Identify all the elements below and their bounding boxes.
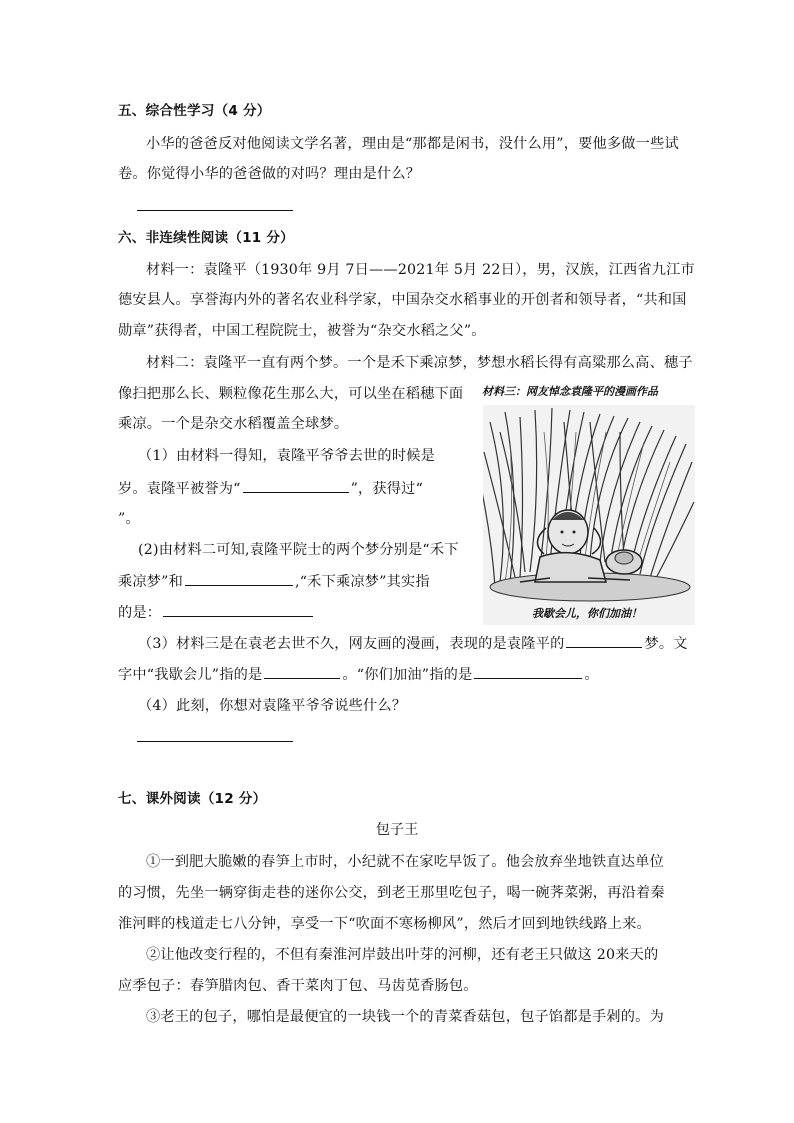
cartoon-speech-text: 我歇会儿，你们加油！ <box>532 607 642 620</box>
question3-line2 <box>118 664 599 685</box>
question4-answer-line[interactable] <box>137 741 293 742</box>
section7-heading: 七、课外阅读（12 分） <box>118 791 267 807</box>
question3-text-c: 字中“我歇会儿”指的是 <box>118 667 263 683</box>
material2-line3: 乘凉。一个是杂交水稻覆盖全球梦。 <box>118 416 349 432</box>
yuan-longping-cartoon <box>480 382 698 628</box>
material1-line3: 勋章”获得者，中国工程院院士，被誉为“杂交水稻之父”。 <box>118 323 486 339</box>
story-paragraph1-line2: 的习惯，先坐一辆穿街走巷的迷你公交，到老王那里吃包子，喝一碗荠菜粥，再沿着秦 <box>118 885 665 901</box>
story-paragraph2-line2: 应季包子：春笋腊肉包、香干菜肉丁包、马齿苋香肠包。 <box>118 978 478 994</box>
material1-line2: 德安县人。享誉海内外的著名农业科学家，中国杂交水稻事业的开创者和领导者，“共和国 <box>118 292 687 308</box>
question3-line1 <box>138 633 688 654</box>
question4-line: （4）此刻，你想对袁隆平爷爷说些什么？ <box>138 698 407 714</box>
question2-text-c: 的是： <box>118 605 162 621</box>
question3-text-b: 梦。文 <box>644 636 688 652</box>
question3-text-e: 。 <box>584 667 599 683</box>
question1-text-b: ”，获得过“ <box>350 481 424 497</box>
question2-blank-meaning[interactable] <box>163 602 313 617</box>
section5-heading: 五、综合性学习（4 分） <box>118 103 271 119</box>
question3-blank-rest[interactable] <box>264 664 340 679</box>
question1-blank-title[interactable] <box>243 478 349 493</box>
question3-blank-dream[interactable] <box>566 633 642 648</box>
question1-line1: （1）由材料一得知，袁隆平爷爷去世的时候是 <box>138 448 435 464</box>
question1-line3: ”。 <box>118 511 140 527</box>
question2-text-b: ,“禾下乘凉梦”其实指 <box>295 574 430 590</box>
material2-line1: 材料二：袁隆平一直有两个梦。一个是禾下乘凉梦，梦想水稻长得有高粱那么高、穗子 <box>146 355 693 371</box>
section5-answer-line[interactable] <box>137 210 293 211</box>
story-paragraph1-line1: ①一到肥大脆嫩的春笋上市时，小纪就不在家吃早饭了。他会放弃坐地铁直达单位 <box>146 854 664 870</box>
section6-heading: 六、非连续性阅读（11 分） <box>118 230 294 246</box>
question2-line1: (2)由材料二可知,袁隆平院士的两个梦分别是“禾下 <box>138 542 459 558</box>
cartoon-caption: 材料三：网友悼念袁隆平的漫画作品 <box>482 385 658 398</box>
question1-line2 <box>118 478 423 499</box>
material1-line1: 材料一：袁隆平（1930年 9月 7日——2021年 5月 22日），男，汉族，江西省九江市 <box>146 262 695 278</box>
story-paragraph1-line3: 淮河畔的栈道走七八分钟，享受一下“吹面不寒杨柳风”，然后才回到地铁线路上来。 <box>118 916 651 932</box>
story-paragraph2-line1: ②让他改变行程的，不但有秦淮河岸鼓出叶芽的河柳，还有老王只做这 20来天的 <box>146 947 659 963</box>
question2-line3 <box>118 602 315 623</box>
material2-line2: 像扫把那么长、颗粒像花生那么大，可以坐在稻穗下面 <box>118 386 464 402</box>
question2-blank-dream[interactable] <box>185 571 293 586</box>
question1-text-a: 岁。袁隆平被誉为“ <box>118 481 241 497</box>
question3-blank-cheer[interactable] <box>474 664 582 679</box>
section5-paragraph-line2: 卷。你觉得小华的爸爸做的对吗？理由是什么？ <box>118 166 421 182</box>
question3-text-a: （3）材料三是在袁老去世不久，网友画的漫画，表现的是袁隆平的 <box>138 636 565 652</box>
section5-paragraph-line1: 小华的爸爸反对他阅读文学名著，理由是“那都是闲书，没什么用”，要他多做一些试 <box>146 136 679 152</box>
question2-line2 <box>118 571 430 592</box>
question2-text-a: 乘凉梦”和 <box>118 574 184 590</box>
story-title: 包子王 <box>375 822 419 838</box>
story-paragraph3-line1: ③老王的包子，哪怕是最便宜的一块钱一个的青菜香菇包，包子馅都是手剁的。为 <box>146 1009 664 1025</box>
question3-text-d: 。“你们加油”指的是 <box>342 667 473 683</box>
